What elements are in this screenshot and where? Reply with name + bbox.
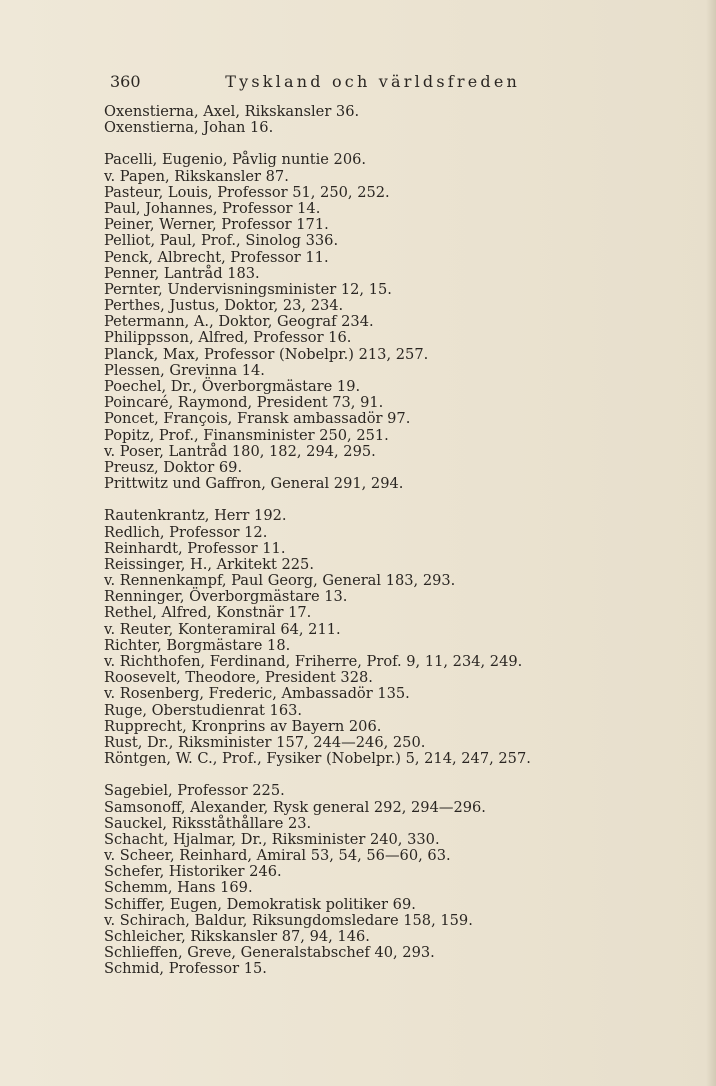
index-entry: Sagebiel, Professor 225. xyxy=(104,782,285,800)
index-entry: Reissinger, H., Arkitekt 225. xyxy=(104,555,314,573)
index-entry: Penck, Albrecht, Professor 11. xyxy=(104,248,329,266)
index-entry: Rupprecht, Kronprins av Bayern 206. xyxy=(104,717,382,735)
index-entry: Renninger, Överborgmästare 13. xyxy=(104,588,348,606)
index-entry: Schemm, Hans 169. xyxy=(104,879,253,897)
index-entry: Schacht, Hjalmar, Dr., Riksminister 240, 330. xyxy=(104,830,440,848)
index-entry: Peiner, Werner, Professor 171. xyxy=(104,216,329,234)
index-section-s xyxy=(104,783,664,977)
index-section-r xyxy=(104,508,664,767)
index-entry: v. Richthofen, Ferdinand, Friherre, Prof. 9, 11, 234, 249. xyxy=(104,653,523,670)
index-entry: Rethel, Alfred, Konstnär 17. xyxy=(104,604,312,622)
index-entry: Roosevelt, Theodore, President 328. xyxy=(104,669,373,687)
index-entry: Petermann, A., Doktor, Geograf 234. xyxy=(104,313,374,331)
page-header xyxy=(110,72,520,94)
index-section-o xyxy=(104,104,664,136)
index-entry: Penner, Lantråd 183. xyxy=(104,264,260,282)
index-entry: Redlich, Professor 12. xyxy=(104,523,268,541)
index-entry: Poincaré, Raymond, President 73, 91. xyxy=(104,394,384,412)
index-entry: v. Rosenberg, Frederic, Ambassadör 135. xyxy=(104,685,410,703)
index-entry: Pacelli, Eugenio, Påvlig nuntie 206. xyxy=(104,151,367,169)
index-entry: v. Rennenkampf, Paul Georg, General 183, 293. xyxy=(104,572,456,590)
index-entry: Rautenkrantz, Herr 192. xyxy=(104,507,287,525)
index-entry: Pasteur, Louis, Professor 51, 250, 252. xyxy=(104,183,390,201)
index-entry: v. Reuter, Konteramiral 64, 211. xyxy=(104,620,341,638)
index-section-p xyxy=(104,152,664,492)
index-entry: Schiffer, Eugen, Demokratisk politiker 69. xyxy=(104,895,416,913)
index-entry: v. Papen, Rikskansler 87. xyxy=(104,167,289,185)
page-number: 360 xyxy=(110,72,141,91)
index-entry: Planck, Max, Professor (Nobelpr.) 213, 257. xyxy=(104,345,429,363)
index-entry: Popitz, Prof., Finansminister 250, 251. xyxy=(104,426,389,444)
index-entry: Plessen, Grevinna 14. xyxy=(104,361,265,379)
index-entry: Poechel, Dr., Överborgmästare 19. xyxy=(104,378,361,395)
index-entry: Rust, Dr., Riksminister 157, 244—246, 250. xyxy=(104,733,426,751)
index-entry: Oxenstierna, Johan 16. xyxy=(104,119,274,137)
index-entry: v. Scheer, Reinhard, Amiral 53, 54, 56—60, 63. xyxy=(104,847,451,865)
index-entry: Schefer, Historiker 246. xyxy=(104,863,282,881)
index-entry: v. Poser, Lantråd 180, 182, 294, 295. xyxy=(104,442,376,460)
index-entry: Reinhardt, Professor 11. xyxy=(104,539,286,557)
index-entry: Perthes, Justus, Doktor, 23, 234. xyxy=(104,297,344,315)
index-entry: Philippsson, Alfred, Professor 16. xyxy=(104,329,352,347)
index-entry: Samsonoff, Alexander, Rysk general 292, 294—296. xyxy=(104,798,486,816)
index-entry: Schlieffen, Greve, Generalstabschef 40, 293. xyxy=(104,944,435,962)
index-entry: Prittwitz und Gaffron, General 291, 294. xyxy=(104,475,404,493)
index-entry: Pelliot, Paul, Prof., Sinolog 336. xyxy=(104,232,339,250)
index-entry: Poncet, François, Fransk ambassadör 97. xyxy=(104,410,411,428)
index-entries xyxy=(104,104,664,978)
index-entry: Schmid, Professor 15. xyxy=(104,960,267,978)
index-entry: Oxenstierna, Axel, Rikskansler 36. xyxy=(104,103,360,120)
index-entry: Paul, Johannes, Professor 14. xyxy=(104,199,321,217)
index-entry: Sauckel, Riksståthållare 23. xyxy=(104,814,312,832)
running-title: Tyskland och världsfreden xyxy=(225,72,520,91)
index-entry: Schleicher, Rikskansler 87, 94, 146. xyxy=(104,928,370,945)
index-entry: Pernter, Undervisningsminister 12, 15. xyxy=(104,280,392,298)
index-entry: Preusz, Doktor 69. xyxy=(104,458,243,476)
index-entry: v. Schirach, Baldur, Riksungdomsledare 158, 159. xyxy=(104,911,473,929)
index-entry: Richter, Borgmästare 18. xyxy=(104,636,291,654)
index-entry: Ruge, Oberstudienrat 163. xyxy=(104,701,303,719)
page-gutter-shadow xyxy=(706,0,716,1086)
index-entry: Röntgen, W. C., Prof., Fysiker (Nobelpr.) 5, 214, 247, 257. xyxy=(104,750,531,768)
